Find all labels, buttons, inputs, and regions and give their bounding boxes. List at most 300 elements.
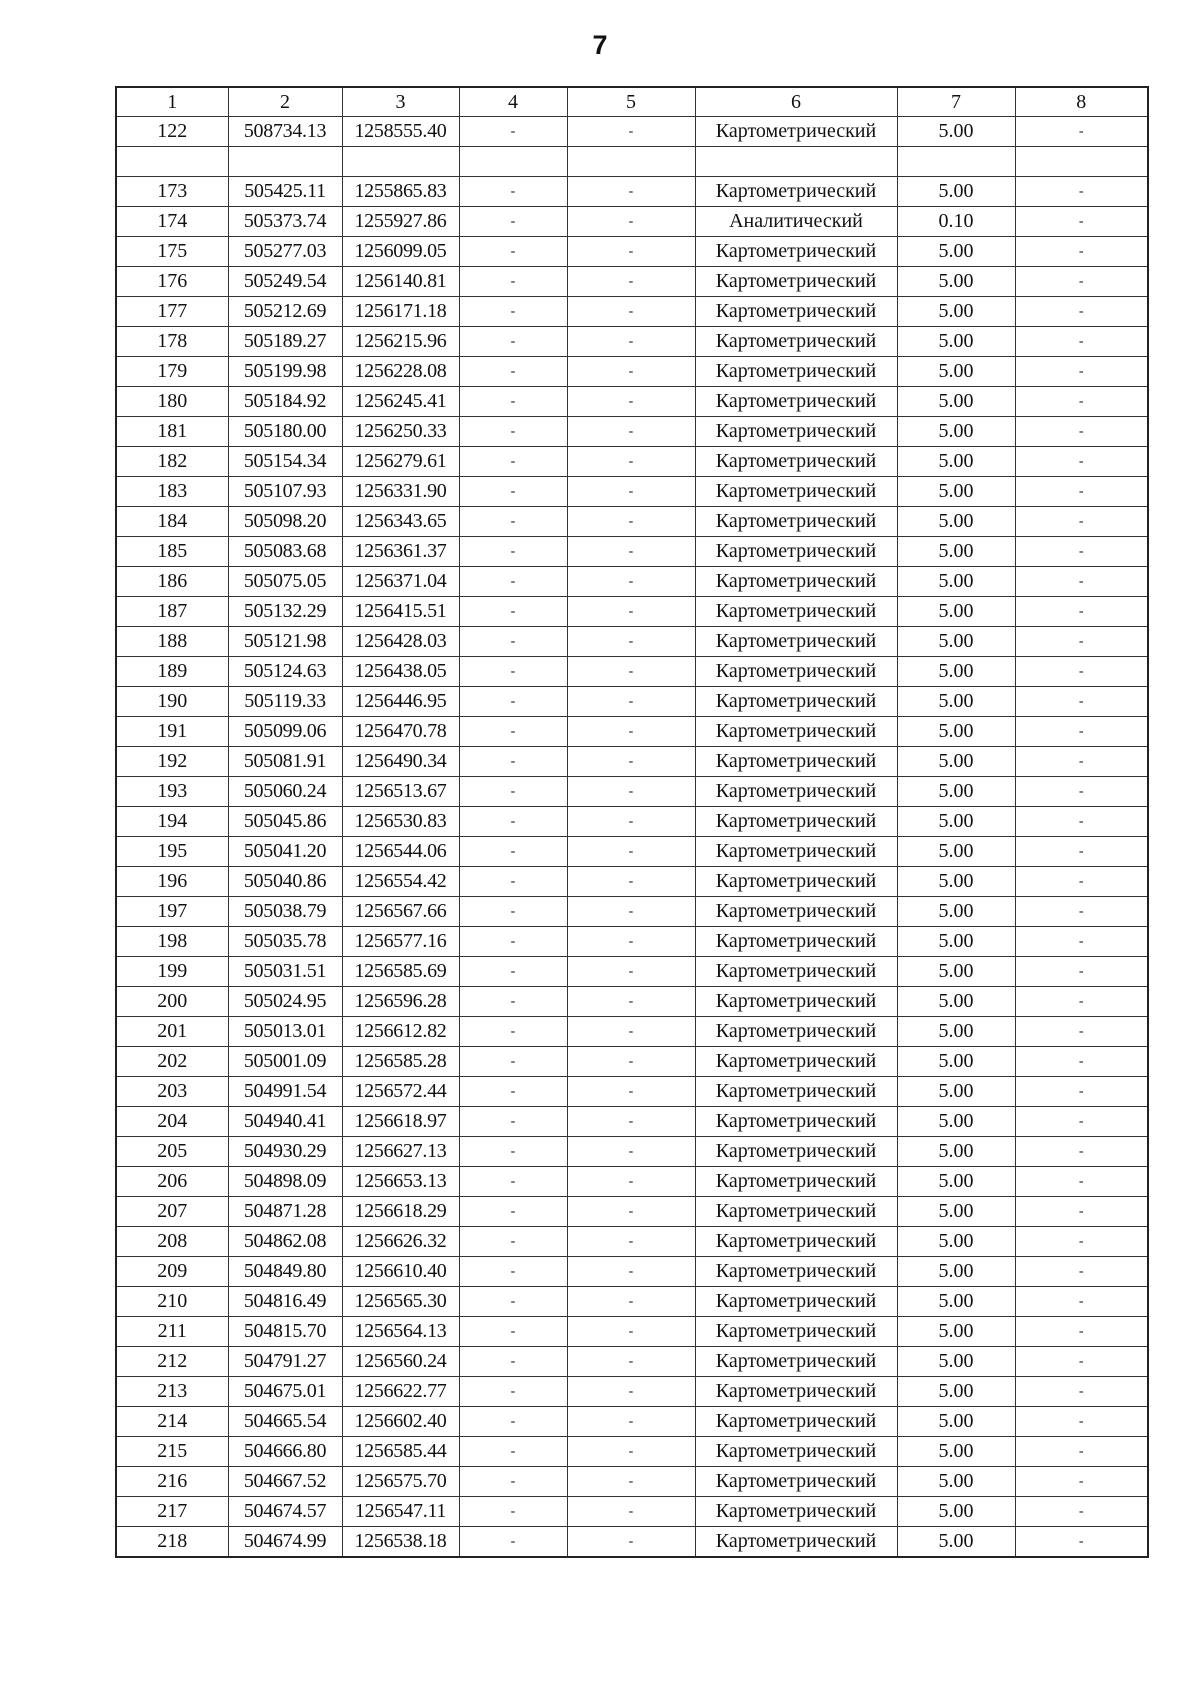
column-8-cell: - [1015, 927, 1148, 957]
accuracy-cell: 5.00 [897, 747, 1015, 777]
point-number-cell: 189 [116, 657, 228, 687]
method-cell: Картометрический [695, 987, 897, 1017]
x-coordinate-cell: 505081.91 [228, 747, 342, 777]
y-coordinate-cell: 1256361.37 [342, 537, 459, 567]
column-5-cell: - [567, 717, 695, 747]
point-number-cell: 176 [116, 267, 228, 297]
point-number-cell: 215 [116, 1437, 228, 1467]
column-4-cell: - [459, 207, 567, 237]
x-coordinate-cell: 505121.98 [228, 627, 342, 657]
accuracy-cell: 5.00 [897, 357, 1015, 387]
x-coordinate-cell: 505119.33 [228, 687, 342, 717]
method-cell: Картометрический [695, 477, 897, 507]
column-8-cell: - [1015, 1347, 1148, 1377]
point-number-cell: 181 [116, 417, 228, 447]
point-number-cell: 210 [116, 1287, 228, 1317]
column-5-cell: - [567, 1107, 695, 1137]
x-coordinate-cell: 504871.28 [228, 1197, 342, 1227]
y-coordinate-cell: 1258555.40 [342, 117, 459, 147]
y-coordinate-cell: 1256577.16 [342, 927, 459, 957]
point-number-cell: 188 [116, 627, 228, 657]
point-number-cell: 178 [116, 327, 228, 357]
x-coordinate-cell: 504791.27 [228, 1347, 342, 1377]
point-number-cell: 191 [116, 717, 228, 747]
column-8-cell: - [1015, 327, 1148, 357]
column-5-cell: - [567, 1257, 695, 1287]
column-5-cell: - [567, 627, 695, 657]
column-8-cell: - [1015, 1167, 1148, 1197]
accuracy-cell: 5.00 [897, 1317, 1015, 1347]
y-coordinate-cell: 1256099.05 [342, 237, 459, 267]
column-5-cell: - [567, 387, 695, 417]
point-number-cell: 186 [116, 567, 228, 597]
y-coordinate-cell: 1256627.13 [342, 1137, 459, 1167]
method-cell: Картометрический [695, 537, 897, 567]
column-5-cell [567, 147, 695, 177]
y-coordinate-cell: 1256140.81 [342, 267, 459, 297]
table-row [116, 147, 1148, 177]
column-4-cell: - [459, 1017, 567, 1047]
column-8-cell: - [1015, 1287, 1148, 1317]
y-coordinate-cell: 1256343.65 [342, 507, 459, 537]
y-coordinate-cell: 1256554.42 [342, 867, 459, 897]
column-4-cell: - [459, 897, 567, 927]
table-row [116, 1227, 1148, 1257]
method-cell: Картометрический [695, 1407, 897, 1437]
x-coordinate-cell: 504862.08 [228, 1227, 342, 1257]
point-number-cell: 196 [116, 867, 228, 897]
point-number-cell: 206 [116, 1167, 228, 1197]
column-5-cell: - [567, 237, 695, 267]
y-coordinate-cell: 1256618.29 [342, 1197, 459, 1227]
column-8-cell: - [1015, 747, 1148, 777]
column-8-cell: - [1015, 477, 1148, 507]
accuracy-cell: 5.00 [897, 1287, 1015, 1317]
column-8-cell: - [1015, 807, 1148, 837]
point-number-cell: 214 [116, 1407, 228, 1437]
column-4-cell: - [459, 327, 567, 357]
column-8-cell: - [1015, 1407, 1148, 1437]
method-cell: Картометрический [695, 747, 897, 777]
method-cell: Картометрический [695, 447, 897, 477]
x-coordinate-cell: 504674.57 [228, 1497, 342, 1527]
table-body [116, 117, 1148, 1558]
table-row [116, 867, 1148, 897]
table-row [116, 717, 1148, 747]
column-5-cell: - [567, 867, 695, 897]
column-4-cell: - [459, 777, 567, 807]
column-4-cell: - [459, 387, 567, 417]
y-coordinate-cell: 1256171.18 [342, 297, 459, 327]
y-coordinate-cell: 1256446.95 [342, 687, 459, 717]
table-row [116, 1497, 1148, 1527]
column-4-cell: - [459, 1137, 567, 1167]
y-coordinate-cell: 1256470.78 [342, 717, 459, 747]
column-5-cell: - [567, 1377, 695, 1407]
point-number-cell: 199 [116, 957, 228, 987]
column-header: 5 [567, 87, 695, 117]
accuracy-cell: 5.00 [897, 117, 1015, 147]
column-8-cell: - [1015, 1317, 1148, 1347]
point-number-cell: 173 [116, 177, 228, 207]
table-row [116, 897, 1148, 927]
accuracy-cell: 5.00 [897, 987, 1015, 1017]
column-8-cell: - [1015, 1257, 1148, 1287]
y-coordinate-cell: 1256618.97 [342, 1107, 459, 1137]
accuracy-cell: 5.00 [897, 837, 1015, 867]
method-cell: Картометрический [695, 267, 897, 297]
table-row [116, 177, 1148, 207]
column-5-cell: - [567, 1077, 695, 1107]
point-number-cell: 213 [116, 1377, 228, 1407]
point-number-cell: 179 [116, 357, 228, 387]
point-number-cell: 195 [116, 837, 228, 867]
accuracy-cell: 5.00 [897, 897, 1015, 927]
method-cell: Картометрический [695, 567, 897, 597]
table-row [116, 627, 1148, 657]
x-coordinate-cell: 504898.09 [228, 1167, 342, 1197]
x-coordinate-cell: 505189.27 [228, 327, 342, 357]
column-8-cell: - [1015, 867, 1148, 897]
point-number-cell: 180 [116, 387, 228, 417]
method-cell [695, 147, 897, 177]
y-coordinate-cell: 1256250.33 [342, 417, 459, 447]
y-coordinate-cell: 1256653.13 [342, 1167, 459, 1197]
column-4-cell: - [459, 1257, 567, 1287]
accuracy-cell: 5.00 [897, 177, 1015, 207]
y-coordinate-cell: 1256438.05 [342, 657, 459, 687]
column-4-cell: - [459, 447, 567, 477]
column-8-cell: - [1015, 417, 1148, 447]
column-8-cell: - [1015, 657, 1148, 687]
x-coordinate-cell: 505038.79 [228, 897, 342, 927]
coordinates-table [115, 86, 1149, 1558]
table-row [116, 267, 1148, 297]
y-coordinate-cell: 1256585.44 [342, 1437, 459, 1467]
point-number-cell: 194 [116, 807, 228, 837]
x-coordinate-cell: 505098.20 [228, 507, 342, 537]
column-4-cell: - [459, 567, 567, 597]
column-8-cell: - [1015, 207, 1148, 237]
table-row [116, 777, 1148, 807]
column-4-cell: - [459, 1287, 567, 1317]
table-row [116, 507, 1148, 537]
point-number-cell: 218 [116, 1527, 228, 1558]
table-row [116, 1347, 1148, 1377]
column-5-cell: - [567, 1317, 695, 1347]
method-cell: Картометрический [695, 687, 897, 717]
y-coordinate-cell: 1256538.18 [342, 1527, 459, 1558]
column-4-cell: - [459, 267, 567, 297]
x-coordinate-cell: 504816.49 [228, 1287, 342, 1317]
table-row [116, 447, 1148, 477]
x-coordinate-cell: 505040.86 [228, 867, 342, 897]
column-4-cell: - [459, 987, 567, 1017]
point-number-cell: 207 [116, 1197, 228, 1227]
method-cell: Картометрический [695, 777, 897, 807]
method-cell: Картометрический [695, 1287, 897, 1317]
column-8-cell: - [1015, 1527, 1148, 1558]
accuracy-cell: 5.00 [897, 927, 1015, 957]
method-cell: Картометрический [695, 1197, 897, 1227]
accuracy-cell: 5.00 [897, 627, 1015, 657]
y-coordinate-cell [342, 147, 459, 177]
y-coordinate-cell: 1256602.40 [342, 1407, 459, 1437]
table-row [116, 1197, 1148, 1227]
column-5-cell: - [567, 1047, 695, 1077]
column-5-cell: - [567, 1467, 695, 1497]
accuracy-cell: 5.00 [897, 1407, 1015, 1437]
column-4-cell: - [459, 597, 567, 627]
column-8-cell: - [1015, 1377, 1148, 1407]
column-8-cell [1015, 147, 1148, 177]
table-row [116, 1407, 1148, 1437]
column-5-cell: - [567, 297, 695, 327]
column-5-cell: - [567, 327, 695, 357]
method-cell: Картометрический [695, 1257, 897, 1287]
column-header: 6 [695, 87, 897, 117]
column-4-cell: - [459, 837, 567, 867]
column-4-cell: - [459, 1197, 567, 1227]
column-8-cell: - [1015, 1467, 1148, 1497]
method-cell: Картометрический [695, 837, 897, 867]
accuracy-cell: 5.00 [897, 1227, 1015, 1257]
table-row [116, 1137, 1148, 1167]
point-number-cell: 175 [116, 237, 228, 267]
column-8-cell: - [1015, 177, 1148, 207]
column-8-cell: - [1015, 567, 1148, 597]
column-4-cell: - [459, 1167, 567, 1197]
column-4-cell: - [459, 357, 567, 387]
table-row [116, 927, 1148, 957]
y-coordinate-cell: 1256428.03 [342, 627, 459, 657]
y-coordinate-cell: 1256279.61 [342, 447, 459, 477]
accuracy-cell: 5.00 [897, 1467, 1015, 1497]
accuracy-cell [897, 147, 1015, 177]
point-number-cell: 200 [116, 987, 228, 1017]
column-8-cell: - [1015, 1017, 1148, 1047]
method-cell: Картометрический [695, 237, 897, 267]
column-4-cell: - [459, 237, 567, 267]
accuracy-cell: 5.00 [897, 777, 1015, 807]
table-row [116, 1287, 1148, 1317]
point-number-cell [116, 147, 228, 177]
method-cell: Картометрический [695, 1527, 897, 1558]
table-row [116, 1107, 1148, 1137]
method-cell: Картометрический [695, 1047, 897, 1077]
table-row [116, 117, 1148, 147]
x-coordinate-cell: 504675.01 [228, 1377, 342, 1407]
y-coordinate-cell: 1256560.24 [342, 1347, 459, 1377]
column-5-cell: - [567, 687, 695, 717]
point-number-cell: 202 [116, 1047, 228, 1077]
column-5-cell: - [567, 1497, 695, 1527]
accuracy-cell: 0.10 [897, 207, 1015, 237]
point-number-cell: 190 [116, 687, 228, 717]
column-4-cell: - [459, 1227, 567, 1257]
column-8-cell: - [1015, 387, 1148, 417]
y-coordinate-cell: 1256567.66 [342, 897, 459, 927]
accuracy-cell: 5.00 [897, 957, 1015, 987]
accuracy-cell: 5.00 [897, 657, 1015, 687]
table-row [116, 1317, 1148, 1347]
column-8-cell: - [1015, 717, 1148, 747]
column-4-cell: - [459, 1497, 567, 1527]
table-row [116, 1467, 1148, 1497]
x-coordinate-cell: 505099.06 [228, 717, 342, 747]
column-5-cell: - [567, 117, 695, 147]
column-8-cell: - [1015, 507, 1148, 537]
point-number-cell: 184 [116, 507, 228, 537]
x-coordinate-cell [228, 147, 342, 177]
column-4-cell: - [459, 1377, 567, 1407]
y-coordinate-cell: 1256490.34 [342, 747, 459, 777]
y-coordinate-cell: 1256565.30 [342, 1287, 459, 1317]
column-8-cell: - [1015, 357, 1148, 387]
point-number-cell: 193 [116, 777, 228, 807]
point-number-cell: 185 [116, 537, 228, 567]
table-row [116, 477, 1148, 507]
column-8-cell: - [1015, 1107, 1148, 1137]
y-coordinate-cell: 1255927.86 [342, 207, 459, 237]
column-4-cell: - [459, 1407, 567, 1437]
y-coordinate-cell: 1256245.41 [342, 387, 459, 417]
accuracy-cell: 5.00 [897, 537, 1015, 567]
point-number-cell: 216 [116, 1467, 228, 1497]
column-4-cell: - [459, 117, 567, 147]
column-5-cell: - [567, 777, 695, 807]
point-number-cell: 192 [116, 747, 228, 777]
column-5-cell: - [567, 957, 695, 987]
method-cell: Картометрический [695, 387, 897, 417]
table-row [116, 387, 1148, 417]
method-cell: Картометрический [695, 1107, 897, 1137]
table-header-row [116, 87, 1148, 117]
accuracy-cell: 5.00 [897, 1437, 1015, 1467]
table-row [116, 417, 1148, 447]
method-cell: Картометрический [695, 717, 897, 747]
x-coordinate-cell: 504674.99 [228, 1527, 342, 1558]
x-coordinate-cell: 505212.69 [228, 297, 342, 327]
page-number: 7 [592, 30, 608, 60]
x-coordinate-cell: 505031.51 [228, 957, 342, 987]
column-8-cell: - [1015, 777, 1148, 807]
table-row [116, 987, 1148, 1017]
method-cell: Картометрический [695, 357, 897, 387]
point-number-cell: 174 [116, 207, 228, 237]
accuracy-cell: 5.00 [897, 1047, 1015, 1077]
point-number-cell: 212 [116, 1347, 228, 1377]
table-row [116, 1527, 1148, 1558]
method-cell: Картометрический [695, 957, 897, 987]
column-5-cell: - [567, 207, 695, 237]
method-cell: Картометрический [695, 807, 897, 837]
point-number-cell: 204 [116, 1107, 228, 1137]
column-8-cell: - [1015, 1077, 1148, 1107]
accuracy-cell: 5.00 [897, 1497, 1015, 1527]
column-5-cell: - [567, 1167, 695, 1197]
x-coordinate-cell: 505060.24 [228, 777, 342, 807]
table-row [116, 537, 1148, 567]
accuracy-cell: 5.00 [897, 1017, 1015, 1047]
point-number-cell: 197 [116, 897, 228, 927]
method-cell: Картометрический [695, 597, 897, 627]
method-cell: Картометрический [695, 1437, 897, 1467]
column-5-cell: - [567, 1197, 695, 1227]
y-coordinate-cell: 1255865.83 [342, 177, 459, 207]
column-4-cell: - [459, 417, 567, 447]
point-number-cell: 177 [116, 297, 228, 327]
point-number-cell: 122 [116, 117, 228, 147]
accuracy-cell: 5.00 [897, 807, 1015, 837]
column-header: 7 [897, 87, 1015, 117]
table-row [116, 567, 1148, 597]
column-5-cell: - [567, 267, 695, 297]
method-cell: Картометрический [695, 897, 897, 927]
point-number-cell: 208 [116, 1227, 228, 1257]
method-cell: Картометрический [695, 1017, 897, 1047]
accuracy-cell: 5.00 [897, 1167, 1015, 1197]
x-coordinate-cell: 505013.01 [228, 1017, 342, 1047]
table-row [116, 957, 1148, 987]
column-4-cell: - [459, 747, 567, 777]
column-4-cell: - [459, 867, 567, 897]
table-row [116, 327, 1148, 357]
column-8-cell: - [1015, 447, 1148, 477]
column-8-cell: - [1015, 597, 1148, 627]
accuracy-cell: 5.00 [897, 1137, 1015, 1167]
column-5-cell: - [567, 747, 695, 777]
column-header: 4 [459, 87, 567, 117]
column-8-cell: - [1015, 1047, 1148, 1077]
column-8-cell: - [1015, 1437, 1148, 1467]
column-5-cell: - [567, 1137, 695, 1167]
point-number-cell: 187 [116, 597, 228, 627]
method-cell: Картометрический [695, 657, 897, 687]
accuracy-cell: 5.00 [897, 1077, 1015, 1107]
accuracy-cell: 5.00 [897, 1107, 1015, 1137]
table-row [116, 837, 1148, 867]
column-8-cell: - [1015, 837, 1148, 867]
point-number-cell: 201 [116, 1017, 228, 1047]
method-cell: Картометрический [695, 1347, 897, 1377]
y-coordinate-cell: 1256371.04 [342, 567, 459, 597]
y-coordinate-cell: 1256331.90 [342, 477, 459, 507]
x-coordinate-cell: 505124.63 [228, 657, 342, 687]
column-header: 8 [1015, 87, 1148, 117]
column-4-cell [459, 147, 567, 177]
x-coordinate-cell: 505277.03 [228, 237, 342, 267]
accuracy-cell: 5.00 [897, 477, 1015, 507]
x-coordinate-cell: 505373.74 [228, 207, 342, 237]
x-coordinate-cell: 505184.92 [228, 387, 342, 417]
point-number-cell: 211 [116, 1317, 228, 1347]
method-cell: Картометрический [695, 297, 897, 327]
x-coordinate-cell: 504991.54 [228, 1077, 342, 1107]
column-8-cell: - [1015, 537, 1148, 567]
point-number-cell: 182 [116, 447, 228, 477]
accuracy-cell: 5.00 [897, 597, 1015, 627]
accuracy-cell: 5.00 [897, 1377, 1015, 1407]
column-4-cell: - [459, 1437, 567, 1467]
column-8-cell: - [1015, 957, 1148, 987]
column-5-cell: - [567, 1287, 695, 1317]
column-8-cell: - [1015, 297, 1148, 327]
method-cell: Картометрический [695, 1137, 897, 1167]
point-number-cell: 203 [116, 1077, 228, 1107]
column-5-cell: - [567, 417, 695, 447]
y-coordinate-cell: 1256575.70 [342, 1467, 459, 1497]
